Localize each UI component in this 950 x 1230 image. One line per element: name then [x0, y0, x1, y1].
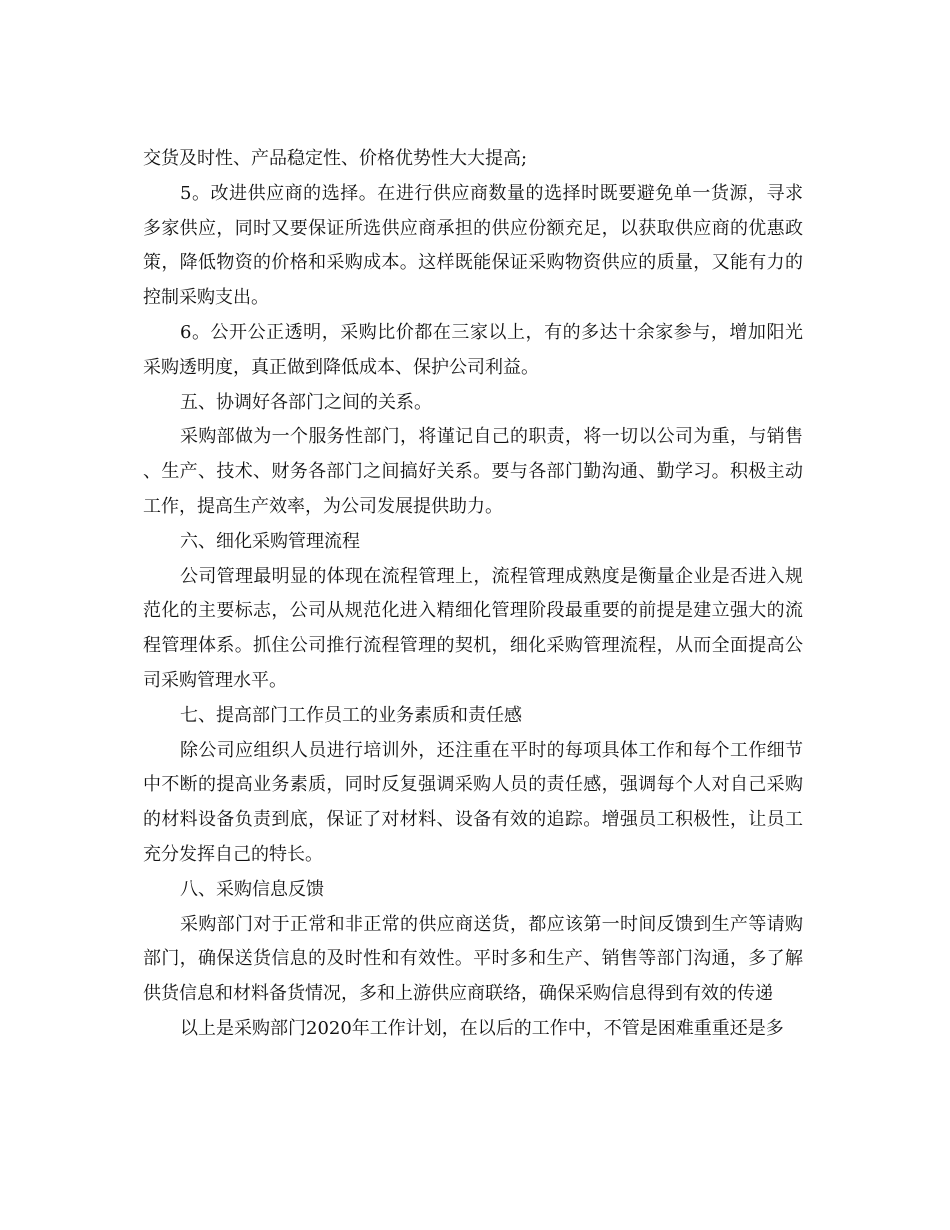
document-page	[143, 142, 803, 1047]
paragraph-info-feedback: 采购部门对于正常和非正常的供应商送货，都应该第一时间反馈到生产等请购部门，确保送货信息的及时性和有效性。平时多和生产、销售等部门沟通，多了解供货信息和材料备货情况，多和上游供应商联络，确保采购信息得到有效的传递	[143, 913, 803, 1005]
section-heading-8: 八、采购信息反馈	[180, 878, 324, 900]
paragraph-department-relations: 采购部做为一个服务性部门，将谨记自己的职责，将一切以公司为重，与销售、生产、技术、财务各部门之间搞好关系。要与各部门勤沟通、勤学习。积极主动工作，提高生产效率，为公司发展提供助力。	[143, 426, 803, 517]
paragraph-continuation: 交货及时性、产品稳定性、价格优势性大大提高;	[143, 148, 528, 169]
paragraph-supplier-selection: 5。改进供应商的选择。在进行供应商数量的选择时既要避免单一货源，寻求多家供应，同时又要保证所选供应商承担的供应份额充足，以获取供应商的优惠政策，降低物资的价格和采购成本。这样既能保证采购物资供应的质量，又能有力的控制采购支出。	[143, 182, 803, 309]
paragraph-staff-quality: 除公司应组织人员进行培训外，还注重在平时的每项具体工作和每个工作细节中不断的提高业务素质，同时反复强调采购人员的责任感，强调每个人对自己采购的材料设备负责到底，保证了对材料、设备有效的追踪。增强员工积极性，让员工充分发挥自己的特长。	[143, 739, 803, 865]
section-heading-5: 五、协调好各部门之间的关系。	[180, 391, 432, 413]
paragraph-process-management: 公司管理最明显的体现在流程管理上，流程管理成熟度是衡量企业是否进入规范化的主要标志，公司从规范化进入精细化管理阶段最重要的前提是建立强大的流程管理体系。抓住公司推行流程管理的契机，细化采购管理流程，从而全面提高公司采购管理水平。	[143, 565, 803, 691]
paragraph-transparency: 6。公开公正透明，采购比价都在三家以上，有的多达十余家参与，增加阳光采购透明度，真正做到降低成本、保护公司利益。	[143, 321, 803, 378]
section-heading-7: 七、提高部门工作员工的业务素质和责任感	[180, 704, 522, 726]
section-heading-6: 六、细化采购管理流程	[180, 530, 360, 552]
paragraph-conclusion: 以上是采购部门2020年工作计划，在以后的工作中，不管是困难重重还是多	[180, 1017, 784, 1039]
